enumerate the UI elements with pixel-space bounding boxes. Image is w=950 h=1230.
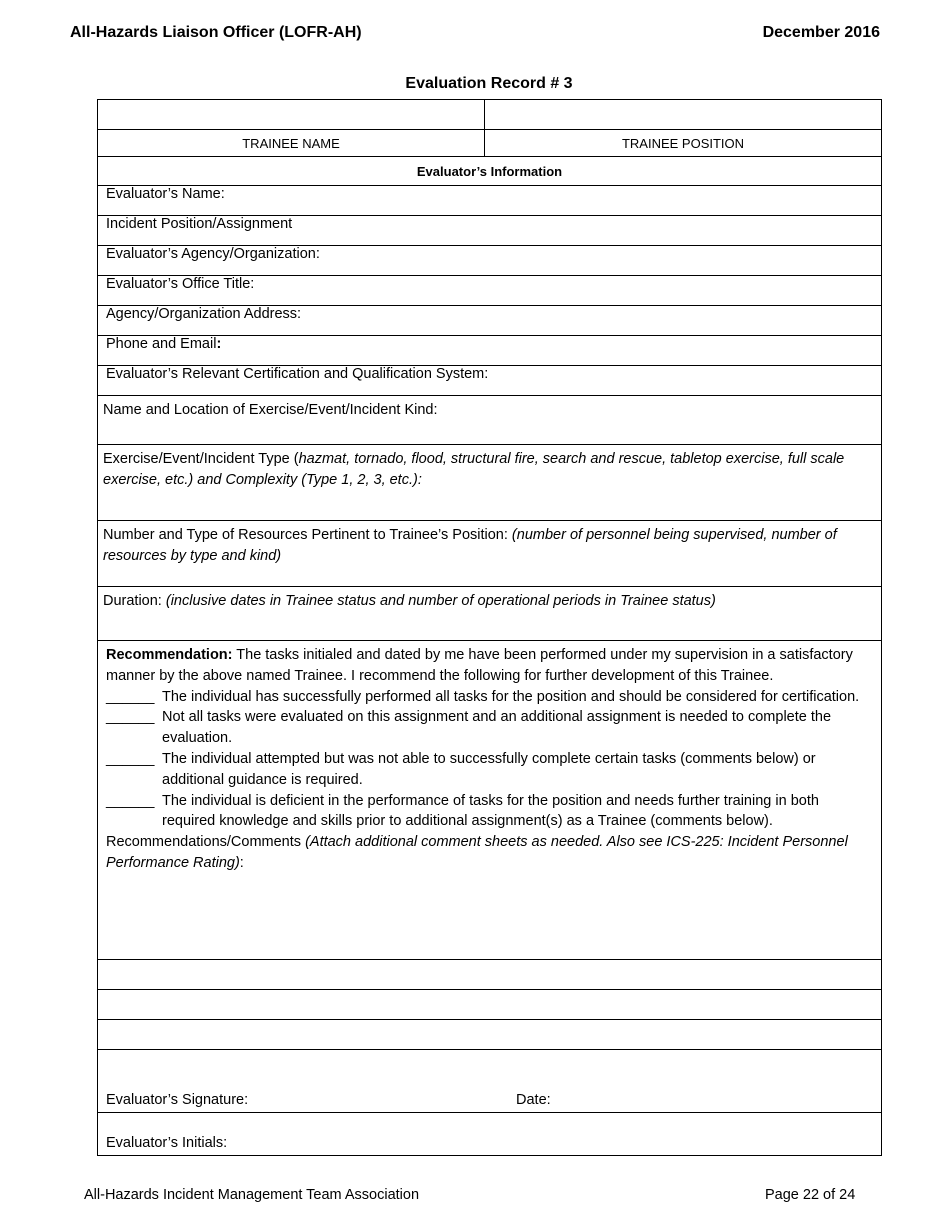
recommendation-section <box>98 641 882 960</box>
exercise-type-field[interactable] <box>98 445 882 521</box>
header-date: December 2016 <box>762 24 880 41</box>
recommendation-intro-text: The tasks initialed and dated by me have been performed under my supervision in a satisfactory manner by the above named Trainee. I recommend the following for further development of this Trainee. <box>106 647 853 684</box>
page-title: Evaluation Record # 3 <box>405 75 573 92</box>
evaluator-signature-label: Evaluator’s Signature: <box>106 1092 249 1108</box>
duration-label: Duration: <box>103 593 166 609</box>
option-text: The individual attempted but was not able to successfully complete certain tasks (comments below) or additional guidance is required. <box>162 750 816 788</box>
duration-field[interactable] <box>98 587 882 641</box>
recommendation-option[interactable] <box>106 749 873 791</box>
evaluator-section-title: Evaluator’s Information <box>98 157 882 186</box>
resources-field[interactable] <box>98 521 882 587</box>
comment-line[interactable] <box>98 1020 882 1050</box>
trainee-label-row <box>98 130 882 157</box>
resources-hint: (number of personnel being supervised, number of resources by type and kind) <box>103 527 837 564</box>
option-initial-blank[interactable]: ______ <box>106 792 155 809</box>
comments-colon: : <box>239 854 244 871</box>
comment-line[interactable] <box>98 960 882 990</box>
option-text: The individual has successfully performed all tasks for the position and should be considered for certification. <box>162 688 860 705</box>
phone-email-colon: : <box>216 336 222 352</box>
agency-address-field[interactable] <box>98 306 882 336</box>
footer-page-number: Page 22 of 24 <box>765 1187 856 1203</box>
exercise-type-label: Exercise/Event/Incident Type ( <box>103 451 299 467</box>
header-document-title: All-Hazards Liaison Officer (LOFR-AH) <box>70 24 362 41</box>
signature-row[interactable] <box>98 1050 882 1113</box>
evaluator-office-title-field[interactable] <box>98 276 882 306</box>
option-text: Not all tasks were evaluated on this assignment and an additional assignment is needed to complete the evaluation. <box>162 709 832 747</box>
comments-label-text: Recommendations/Comments <box>106 834 306 851</box>
trainee-position-label: TRAINEE POSITION <box>485 130 882 157</box>
evaluation-record-table <box>97 99 882 1156</box>
evaluator-initials-label: Evaluator’s Initials: <box>106 1135 228 1151</box>
resources-label: Number and Type of Resources Pertinent to Trainee’s Position: <box>103 527 512 543</box>
evaluator-name-field[interactable] <box>98 186 882 216</box>
evaluator-initials-field[interactable] <box>98 1113 882 1156</box>
comments-label <box>106 832 873 874</box>
recommendation-intro <box>106 645 873 687</box>
recommendation-option[interactable] <box>106 707 873 749</box>
trainee-entry-row <box>98 100 882 130</box>
evaluator-office-title-label: Evaluator’s Office Title: <box>106 276 255 292</box>
comment-line[interactable] <box>98 990 882 1020</box>
phone-email-label: Phone and Email <box>106 336 217 352</box>
evaluator-agency-label: Evaluator’s Agency/Organization: <box>106 246 320 262</box>
duration-hint: (inclusive dates in Trainee status and number of operational periods in Trainee status) <box>165 593 716 609</box>
footer-organization: All-Hazards Incident Management Team Association <box>84 1187 420 1203</box>
evaluator-agency-field[interactable] <box>98 246 882 276</box>
trainee-name-field[interactable] <box>98 100 485 130</box>
phone-email-field[interactable] <box>98 336 882 366</box>
certification-system-field[interactable] <box>98 366 882 396</box>
comments-hint: (Attach additional comment sheets as needed. Also see ICS-225: Incident Personnel Performance Rating) <box>106 834 848 871</box>
signature-date-label: Date: <box>516 1092 551 1108</box>
exercise-name-location-field[interactable] <box>98 396 882 445</box>
option-initial-blank[interactable]: ______ <box>106 750 155 767</box>
incident-position-label: Incident Position/Assignment <box>106 216 293 232</box>
incident-position-field[interactable] <box>98 216 882 246</box>
trainee-name-label: TRAINEE NAME <box>98 130 485 157</box>
evaluator-name-label: Evaluator’s Name: <box>106 186 225 202</box>
certification-system-label: Evaluator’s Relevant Certification and Qualification System: <box>106 366 489 382</box>
agency-address-label: Agency/Organization Address: <box>106 306 302 322</box>
exercise-name-location-label: Name and Location of Exercise/Event/Incident Kind: <box>103 402 438 418</box>
option-text: The individual is deficient in the performance of tasks for the position and needs further training in both required knowledge and skills prior to additional assignment(s) as a Trainee (comments below). <box>162 792 819 830</box>
exercise-type-examples: hazmat, tornado, flood, structural fire, search and rescue, tabletop exercise, full scale exercise, etc.) and Complexity (Type 1, 2, 3, etc.): <box>103 451 845 488</box>
recommendation-option[interactable] <box>106 791 873 833</box>
option-initial-blank[interactable]: ______ <box>106 709 155 726</box>
recommendation-option[interactable] <box>106 687 873 708</box>
recommendation-heading: Recommendation: <box>106 647 233 663</box>
option-initial-blank[interactable]: ______ <box>106 688 155 705</box>
trainee-position-field[interactable] <box>485 100 882 130</box>
